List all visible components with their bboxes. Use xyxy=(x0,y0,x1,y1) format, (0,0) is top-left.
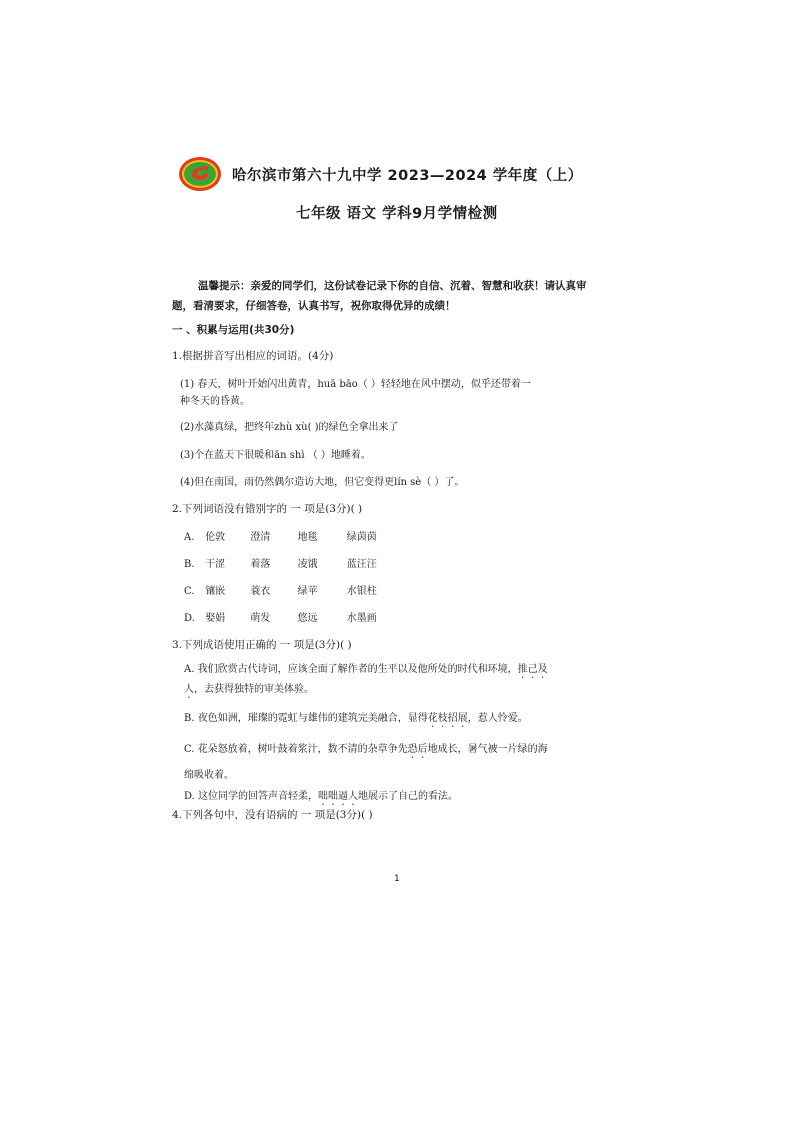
q1-item-4: (4)但在南国，雨仍然偶尔造访大地，但它变得更lín sè（ ）了。 xyxy=(180,477,465,488)
question-3-stem: 3.下列成语使用正确的 一 项是(3分)( ) xyxy=(172,639,352,651)
option-text: ，去获得独特的审美体验。 xyxy=(194,684,314,695)
option-word: 萌发 xyxy=(250,613,271,624)
warm-tip xyxy=(172,276,622,316)
option-word: 伦敦 xyxy=(205,532,226,543)
option-word: 绿茵茵 xyxy=(346,532,377,543)
q2-option-a xyxy=(184,528,377,543)
emphasized-idiom: 恐后 xyxy=(407,744,428,755)
q3-option-b xyxy=(184,709,528,730)
q1-item-1-line1: (1) 春天，树叶开始闪出黄青，huā bāo（ ）轻轻地在风中摆动，似乎还带着一 xyxy=(180,379,531,390)
option-text: A. 我们欣赏古代诗词，应该全面了解作者的生平以及他所处的时代和环境， xyxy=(184,664,518,675)
school-logo xyxy=(178,156,222,192)
q2-option-b xyxy=(184,555,377,570)
section-heading: 一 、积累与运用(共30分) xyxy=(172,324,295,336)
q3-option-a-line2 xyxy=(184,680,314,701)
option-text: D. 这位同学的回答声音轻柔， xyxy=(184,791,319,802)
option-word: 澄清 xyxy=(250,532,271,543)
option-word: 绿苹 xyxy=(297,586,318,597)
q1-item-1-line2: 种冬天的昏黄。 xyxy=(180,396,250,407)
option-word: 水墨画 xyxy=(346,613,377,624)
option-text: C. 花朵怒放着，树叶鼓着浆汁，数不清的杂草争先 xyxy=(184,744,408,755)
option-label: C. xyxy=(184,586,195,597)
option-word: 水银柱 xyxy=(346,586,377,597)
option-word: 着落 xyxy=(250,559,271,570)
q1-item-2: (2)水藻真绿，把终年zhù xù( )的绿色全拿出来了 xyxy=(180,422,399,433)
q2-option-c xyxy=(184,582,377,597)
tip-line-1: 温馨提示：亲爱的同学们，这份试卷记录下你的自信、沉着、智慧和收获！请认真审 xyxy=(198,280,587,292)
option-text: 地展示了自己的看法。 xyxy=(358,791,459,802)
option-word: 干涩 xyxy=(205,559,226,570)
tip-line-2: 题，看清要求，仔细答卷，认真书写，祝你取得优异的成绩！ xyxy=(172,300,456,312)
emphasized-idiom: 推己及 xyxy=(517,664,548,675)
option-word: 悠远 xyxy=(297,613,318,624)
option-label: B. xyxy=(184,559,195,570)
option-word: 蓑衣 xyxy=(250,586,271,597)
option-word: 地毯 xyxy=(297,532,318,543)
q2-option-d xyxy=(184,609,377,624)
q3-option-c-line1 xyxy=(184,740,548,761)
option-word: 蓝汪汪 xyxy=(346,559,377,570)
q3-option-d xyxy=(184,787,458,808)
emphasized-idiom: 花枝招展 xyxy=(427,713,468,724)
question-2-stem: 2.下列词语没有错别字的 一 项是(3分)( ) xyxy=(172,503,363,515)
q3-option-c-line2: 绵吸收着。 xyxy=(184,770,234,781)
question-4-stem: 4.下列各句中，没有语病的 一 项是(3分)( ) xyxy=(172,809,373,821)
option-label: D. xyxy=(184,613,195,624)
q1-item-3: (3)个在蓝天下很暖和ān shì （ ）地睡着。 xyxy=(180,450,371,461)
page-number: 1 xyxy=(394,874,400,884)
question-1-stem: 1.根据拼音写出相应的词语。(4分) xyxy=(172,350,334,362)
option-word: 娶娟 xyxy=(205,613,226,624)
q3-option-a-line1 xyxy=(184,660,548,681)
option-label: A. xyxy=(184,532,195,543)
option-text: B. 夜色如洲，璀璨的霓虹与雄伟的建筑完美融合，显得 xyxy=(184,713,428,724)
exam-subtitle: 七年级 语文 学科9月学情检测 xyxy=(296,206,498,222)
exam-title: 哈尔滨市第六十九中学 2023—2024 学年度（上） xyxy=(232,168,583,184)
option-text: ，惹人怜爱。 xyxy=(467,713,528,724)
option-word: 凌饿 xyxy=(297,559,318,570)
emphasized-idiom: 咄咄逼人 xyxy=(318,791,359,802)
option-word: 镶嵌 xyxy=(205,586,226,597)
emphasized-idiom: 人 xyxy=(184,684,194,695)
option-text: 地成长，暑气被一片绿的海 xyxy=(427,744,548,755)
